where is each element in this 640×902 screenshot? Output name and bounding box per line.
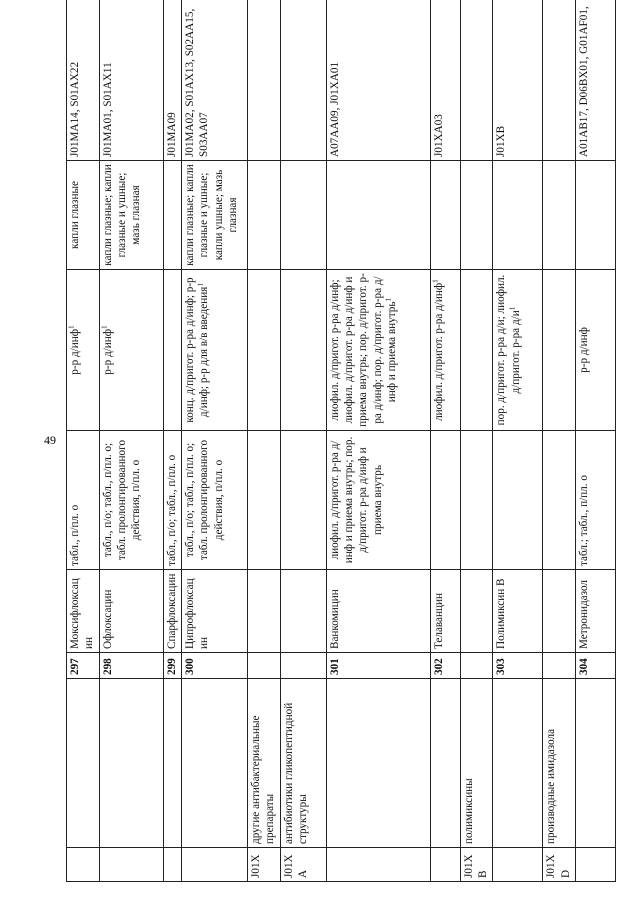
drug-name-cell: Телаванцин — [430, 570, 460, 653]
atc-code-cell — [163, 848, 181, 882]
oral-form-cell — [543, 431, 576, 570]
drug-name-cell: Ципрофлоксацин — [181, 570, 247, 653]
row-number-cell: 299 — [163, 653, 181, 679]
table-row — [543, 0, 576, 882]
topical-form-cell — [163, 161, 181, 270]
table-row — [460, 0, 493, 882]
injection-form-text: р-р д/инф — [577, 327, 590, 373]
atc-code-cell — [181, 848, 247, 882]
row-number-cell — [460, 653, 493, 679]
rotated-table-sheet — [62, 0, 640, 902]
atc-code-cell: J01X — [247, 848, 280, 882]
atc-list-cell: J01XA03 — [430, 0, 460, 161]
atc-code-cell — [493, 848, 543, 882]
table-row — [247, 0, 280, 882]
row-number-cell — [247, 653, 280, 679]
row-number-cell: 302 — [430, 653, 460, 679]
drug-name-cell — [543, 570, 576, 653]
table-row — [493, 0, 543, 882]
injection-form-cell — [460, 270, 493, 431]
atc-code-cell — [430, 848, 460, 882]
injection-form-cell — [575, 270, 615, 431]
group-cell: другие антибактериальные препараты — [247, 679, 280, 848]
group-cell — [575, 679, 615, 848]
row-number-cell — [543, 653, 576, 679]
footnote-mark: 1 — [429, 279, 439, 283]
injection-form-text: лиофил. д/пригот. р-ра д/инф; лиофил. д/пригот. р-ра д/инф и приема внутрь; пор. д/пригот. р-ра д/инф; пор. д/пригот. р-ра д/инф и приема внутрь — [328, 273, 398, 427]
oral-form-cell — [493, 431, 543, 570]
oral-form-cell: табл., п/пл. о — [67, 431, 100, 570]
injection-form-text: лиофил. д/пригот. р-ра д/инф — [432, 282, 445, 421]
row-number-cell: 300 — [181, 653, 247, 679]
drug-name-cell: Ванкомицин — [326, 570, 430, 653]
rotated-table-wrapper — [66, 0, 632, 882]
atc-code-cell — [326, 848, 430, 882]
injection-form-text: р-р д/инф — [69, 329, 81, 375]
atc-list-cell: J01MA09 — [163, 0, 181, 161]
atc-code-cell: J01XD — [543, 848, 576, 882]
row-number-cell: 304 — [575, 653, 615, 679]
footnote-mark: 1 — [506, 306, 516, 311]
footnote-mark: 1 — [195, 282, 205, 287]
topical-form-cell: капли глазные — [67, 161, 100, 270]
drug-name-cell: Полимиксин В — [493, 570, 543, 653]
atc-code-cell: J01XA — [280, 848, 326, 882]
injection-form-cell — [247, 270, 280, 431]
injection-form-cell — [430, 270, 460, 431]
drug-name-cell: Метронидазол — [575, 570, 615, 653]
atc-code-cell — [575, 848, 615, 882]
atc-list-cell — [543, 0, 576, 161]
atc-list-cell: J01XB — [493, 0, 543, 161]
row-number-cell: 297 — [67, 653, 100, 679]
oral-form-cell — [247, 431, 280, 570]
topical-form-cell — [247, 161, 280, 270]
group-cell — [163, 679, 181, 848]
injection-form-cell — [67, 270, 100, 431]
atc-list-cell — [247, 0, 280, 161]
row-number-cell: 301 — [326, 653, 430, 679]
oral-form-cell: табл.; табл., п/пл. о — [575, 431, 615, 570]
topical-form-cell — [493, 161, 543, 270]
footnote-mark: 1 — [66, 325, 76, 330]
topical-form-cell: капли глазные; капли глазные и ушные; капли ушные; мазь глазная — [181, 161, 247, 270]
drug-name-cell: Офлоксацин — [99, 570, 163, 653]
table-row — [430, 0, 460, 882]
injection-form-text: р-р д/инф — [101, 329, 114, 375]
table-row — [67, 0, 100, 882]
oral-form-cell: табл., п/о; табл., п/пл. о — [163, 431, 181, 570]
row-number-cell: 298 — [99, 653, 163, 679]
oral-form-cell — [460, 431, 493, 570]
group-cell — [181, 679, 247, 848]
injection-form-cell — [280, 270, 326, 431]
topical-form-cell — [575, 161, 615, 270]
row-number-cell: 303 — [493, 653, 543, 679]
group-cell — [67, 679, 100, 848]
atc-code-cell: J01XB — [460, 848, 493, 882]
drug-name-cell — [460, 570, 493, 653]
topical-form-cell — [280, 161, 326, 270]
footnote-mark: 1 — [383, 297, 393, 302]
injection-form-text: пор. д/пригот. р-ра д/и; лиофил. д/пригот. р-ра д/и — [495, 274, 522, 426]
atc-list-cell: J01MA02, S01AX13, S02AA15, S03AA07 — [181, 0, 247, 161]
injection-form-cell — [543, 270, 576, 431]
group-cell — [493, 679, 543, 848]
injection-form-text: конц. д/пригот. р-ра д/инф; р-р д/инф; р-р для в/в введения — [183, 277, 211, 423]
table-row — [575, 0, 615, 882]
drug-name-cell — [247, 570, 280, 653]
injection-form-cell — [99, 270, 163, 431]
atc-list-cell: J01MA14, S01AX22 — [67, 0, 100, 161]
oral-form-cell: табл., п/о; табл., п/пл. о; табл. пролонгированного действия, п/пл. о — [99, 431, 163, 570]
atc-list-cell: J01MA01, S01AX11 — [99, 0, 163, 161]
topical-form-cell — [460, 161, 493, 270]
drug-name-cell: Спарфлоксацин — [163, 570, 181, 653]
topical-form-cell — [430, 161, 460, 270]
table-body — [67, 0, 616, 882]
atc-code-cell — [67, 848, 100, 882]
group-cell — [99, 679, 163, 848]
atc-list-cell: A01AB17, D06BX01, G01AF01, — [575, 0, 615, 161]
row-number-cell — [280, 653, 326, 679]
oral-form-cell: табл., п/о; табл., п/пл. о; табл. пролонгированного действия, п/пл. о — [181, 431, 247, 570]
injection-form-cell — [163, 270, 181, 431]
oral-form-cell: лиофил. д/пригот. р-ра д/инф и приема внутрь; пор. д/пригот. р-ра д/инф и приема внутрь — [326, 431, 430, 570]
table-row — [99, 0, 163, 882]
atc-list-cell — [280, 0, 326, 161]
atc-code-cell — [99, 848, 163, 882]
group-cell: производные имидазола — [543, 679, 576, 848]
topical-form-cell: капли глазные; капли глазные и ушные; мазь глазная — [99, 161, 163, 270]
drug-name-cell: Моксифлоксацин — [67, 570, 100, 653]
injection-form-cell — [326, 270, 430, 431]
injection-form-cell — [493, 270, 543, 431]
table-row — [326, 0, 430, 882]
table-row — [280, 0, 326, 882]
atc-list-cell — [460, 0, 493, 161]
table-row — [181, 0, 247, 882]
group-cell: полимиксины — [460, 679, 493, 848]
table-row — [163, 0, 181, 882]
injection-form-cell — [181, 270, 247, 431]
topical-form-cell — [543, 161, 576, 270]
drug-registry-table — [66, 0, 616, 882]
group-cell — [326, 679, 430, 848]
group-cell — [430, 679, 460, 848]
group-cell: антибиотики гликопептидной структуры — [280, 679, 326, 848]
oral-form-cell — [430, 431, 460, 570]
page-number: 49 — [44, 433, 56, 447]
oral-form-cell — [280, 431, 326, 570]
atc-list-cell: A07AA09, J01XA01 — [326, 0, 430, 161]
footnote-mark: 1 — [98, 325, 108, 330]
drug-name-cell — [280, 570, 326, 653]
topical-form-cell — [326, 161, 430, 270]
